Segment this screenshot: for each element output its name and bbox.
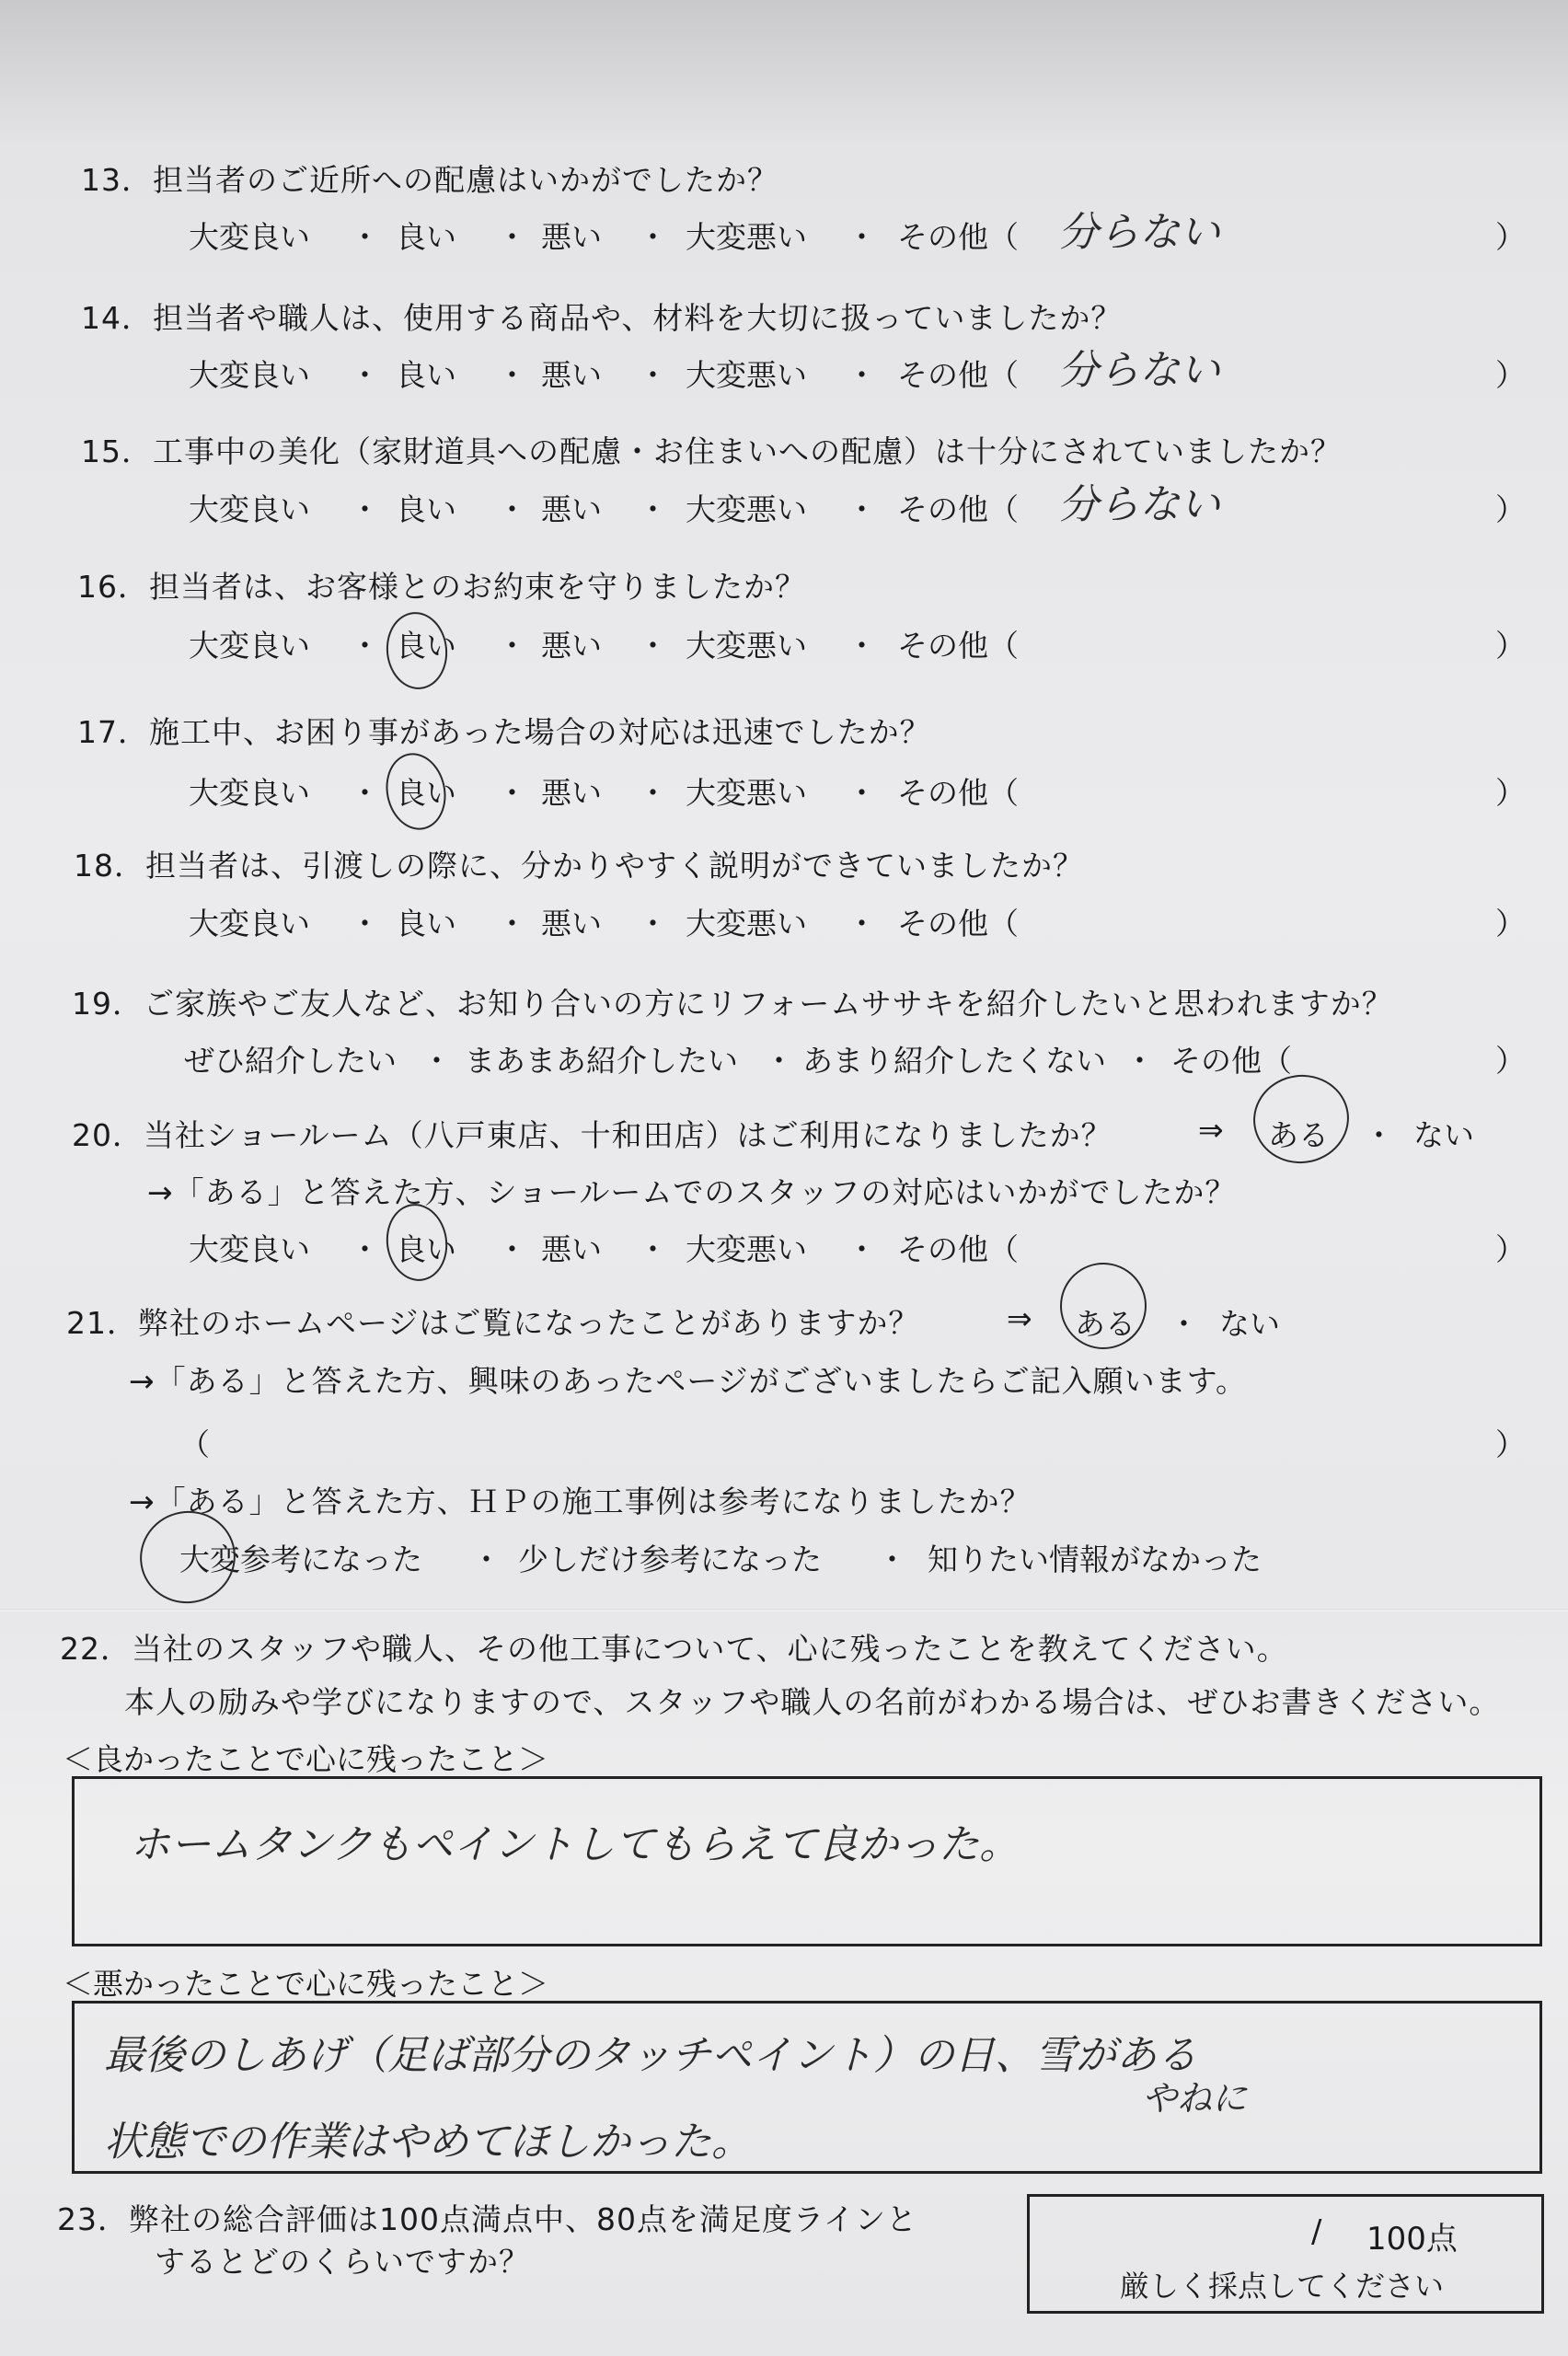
q20-sub-dot: ・ <box>638 1231 668 1267</box>
q22-title <box>60 1625 1288 1669</box>
q15-option-other[interactable]: その他（ <box>897 491 1019 527</box>
q20-sub-option-other[interactable]: その他（ <box>897 1231 1019 1267</box>
arrow: ⇒ <box>1007 1300 1032 1336</box>
q20-sub: →「ある」と答えた方、ショールームでのスタッフの対応はいかがでしたか？ <box>147 1174 1237 1210</box>
q19-num: 19． <box>72 986 144 1022</box>
q21-option-3[interactable]: 知りたい情報がなかった <box>928 1542 1262 1577</box>
q14-num: 14． <box>81 300 153 336</box>
dot: ・ <box>877 1542 907 1577</box>
q19-option-1[interactable]: ぜひ紹介したい <box>184 1043 397 1079</box>
q16-option-good[interactable]: 良い <box>396 628 456 664</box>
q13-options <box>0 209 1568 256</box>
q15-dot: ・ <box>497 491 527 527</box>
q15-close-paren: ） <box>1495 491 1526 527</box>
q17-dot: ・ <box>847 775 877 811</box>
q17-num: 17． <box>77 714 149 750</box>
q20-sub-dot: ・ <box>847 1231 877 1267</box>
q18-dot: ・ <box>497 906 527 941</box>
q14-dot: ・ <box>497 357 527 393</box>
q17-dot: ・ <box>497 775 527 811</box>
arrow: ⇒ <box>1198 1112 1224 1148</box>
q23-num: 23． <box>57 2201 129 2237</box>
q16-num: 16． <box>77 569 149 605</box>
score-box[interactable] <box>1027 2194 1544 2314</box>
q20-text: 当社ショールーム（八戸東店、十和田店）はご利用になりましたか？ <box>144 1117 1113 1153</box>
q16-option-very-bad[interactable]: 大変悪い <box>686 628 807 664</box>
q19-option-4[interactable]: その他（ <box>1170 1043 1292 1079</box>
q13-dot: ・ <box>847 219 877 255</box>
q19-text: ご家族やご友人など、お知り合いの方にリフォームササキを紹介したいと思われますか？ <box>144 986 1393 1022</box>
q21-option-2[interactable]: 少しだけ参考になった <box>518 1542 822 1577</box>
q17-option-very-good[interactable]: 大変良い <box>189 775 310 811</box>
q13-dot: ・ <box>497 219 527 255</box>
q15-option-very-bad[interactable]: 大変悪い <box>686 491 807 527</box>
q18-option-bad[interactable]: 悪い <box>541 906 602 941</box>
q16-dot: ・ <box>350 628 380 664</box>
q16-dot: ・ <box>847 628 877 664</box>
q14-text: 担当者や職人は、使用する商品や、材料を大切に扱っていましたか？ <box>153 300 1123 336</box>
q14-option-very-good[interactable]: 大変良い <box>189 357 310 393</box>
q16-text: 担当者は、お客様とのお約束を守りましたか？ <box>149 569 806 605</box>
q20-sub-good-circle-mark <box>381 1200 452 1285</box>
q15-option-good[interactable]: 良い <box>396 491 456 527</box>
q15-dot: ・ <box>847 491 877 527</box>
bad-comment-line2: 状態での作業はやめてほしかった。 <box>104 2119 752 2165</box>
q21-option-1[interactable]: 大変参考になった <box>179 1542 422 1577</box>
q16-option-bad[interactable]: 悪い <box>541 628 602 664</box>
q20-options <box>0 1226 1568 1267</box>
q15-other-text: 分らない <box>1058 481 1220 528</box>
q17-option-bad[interactable]: 悪い <box>541 775 602 811</box>
q13-option-very-bad[interactable]: 大変悪い <box>686 219 807 255</box>
q23-text: 弊社の総合評価は100点満点中、80点を満足度ラインと <box>129 2201 917 2237</box>
q14-dot: ・ <box>638 357 668 393</box>
q15-option-very-good[interactable]: 大変良い <box>189 491 310 527</box>
score-max: 100点 <box>1366 2221 1458 2258</box>
q15-option-bad[interactable]: 悪い <box>541 491 602 527</box>
q15-dot: ・ <box>350 491 380 527</box>
q19-title <box>72 980 1393 1023</box>
q21-yes[interactable]: ある <box>1075 1306 1136 1342</box>
good-comment-box[interactable] <box>72 1776 1542 1946</box>
q20-yes-circle-mark <box>1248 1068 1355 1170</box>
q17-dot: ・ <box>638 775 668 811</box>
q17-options <box>0 769 1568 811</box>
q18-title <box>74 842 1084 885</box>
q21-num: 21． <box>66 1305 138 1341</box>
q14-option-other[interactable]: その他（ <box>897 357 1019 393</box>
q15-dot: ・ <box>638 491 668 527</box>
q16-title <box>77 563 806 606</box>
bad-comment-box[interactable] <box>72 2001 1542 2174</box>
q20-sub-option-very-good[interactable]: 大変良い <box>189 1231 310 1267</box>
q15-text: 工事中の美化（家財道具への配慮・お住まいへの配慮）は十分にされていましたか？ <box>153 433 1342 469</box>
q17-option-other[interactable]: その他（ <box>897 775 1019 811</box>
q21-no[interactable]: ない <box>1219 1306 1280 1342</box>
q15-options <box>0 481 1568 528</box>
q13-close-paren: ） <box>1495 219 1526 255</box>
q22-num: 22． <box>60 1631 132 1667</box>
q18-close-paren: ） <box>1495 906 1526 941</box>
paper-fold <box>0 1609 1568 1611</box>
q14-other-text: 分らない <box>1058 347 1220 394</box>
q20-sub-option-good[interactable]: 良い <box>396 1231 456 1267</box>
q14-dot: ・ <box>847 357 877 393</box>
q18-dot: ・ <box>638 906 668 941</box>
q15-title <box>81 428 1342 471</box>
q17-option-good[interactable]: 良い <box>396 775 456 811</box>
q16-close-paren: ） <box>1495 628 1526 664</box>
q13-option-bad[interactable]: 悪い <box>541 219 602 255</box>
q13-dot: ・ <box>638 219 668 255</box>
q23-title <box>57 2196 917 2239</box>
q18-dot: ・ <box>847 906 877 941</box>
q14-option-bad[interactable]: 悪い <box>541 357 602 393</box>
q21-sub2: →「ある」と答えた方、ＨＰの施工事例は参考になりましたか？ <box>129 1484 1032 1519</box>
q18-text: 担当者は、引渡しの際に、分かりやすく説明ができていましたか？ <box>145 848 1084 884</box>
q19-option-3[interactable]: あまり紹介したくない <box>802 1043 1106 1079</box>
q18-option-good[interactable]: 良い <box>396 906 456 941</box>
q16-option-other[interactable]: その他（ <box>897 628 1019 664</box>
q22-text2: 本人の励みや学びになりますので、スタッフや職人の名前がわかる場合は、ぜひお書きください。 <box>124 1684 1501 1720</box>
q14-dot: ・ <box>350 357 380 393</box>
dot: ・ <box>421 1043 452 1079</box>
close-paren: ） <box>1495 1043 1526 1079</box>
q14-option-very-bad[interactable]: 大変悪い <box>686 357 807 393</box>
q13-option-good[interactable]: 良い <box>396 219 456 255</box>
q13-num: 13． <box>81 162 153 198</box>
q21-sub1: →「ある」と答えた方、興味のあったページがございましたらご記入願います。 <box>129 1363 1248 1399</box>
good-comment-text: ホームタンクもペイントしてもらえて良かった。 <box>130 1821 1020 1868</box>
q22-text: 当社のスタッフや職人、その他工事について、心に残ったことを教えてください。 <box>132 1631 1288 1667</box>
dot: ・ <box>1169 1306 1199 1342</box>
q17-title <box>77 709 931 752</box>
q20-sub-dot: ・ <box>350 1231 380 1267</box>
q20-yes[interactable]: ある <box>1268 1117 1329 1153</box>
q18-option-very-good[interactable]: 大変良い <box>189 906 310 941</box>
q19-options <box>0 1037 1568 1079</box>
q16-dot: ・ <box>497 628 527 664</box>
q21-yes-circle-mark <box>1054 1256 1154 1357</box>
q18-dot: ・ <box>350 906 380 941</box>
q17-text: 施工中、お困り事があった場合の対応は迅速でしたか？ <box>149 714 931 750</box>
q14-close-paren: ） <box>1495 357 1526 393</box>
bad-comment-line1: 最後のしあげ（足ば部分のタッチペイント）の日、雪がある <box>104 2032 1197 2079</box>
q21-free-answer <box>0 1421 1568 1462</box>
q18-options <box>0 900 1568 941</box>
q16-option-very-good[interactable]: 大変良い <box>189 628 310 664</box>
q16-dot: ・ <box>638 628 668 664</box>
q13-dot: ・ <box>350 219 380 255</box>
q13-text: 担当者のご近所への配慮はいかがでしたか？ <box>153 162 778 198</box>
open-paren: （ <box>179 1426 210 1462</box>
q15-num: 15． <box>81 433 153 469</box>
q16-options <box>0 622 1568 664</box>
q14-option-good[interactable]: 良い <box>396 357 456 393</box>
q14-title <box>81 294 1122 338</box>
q17-dot: ・ <box>350 775 380 811</box>
q13-title <box>81 156 778 200</box>
q17-option-very-bad[interactable]: 大変悪い <box>686 775 807 811</box>
q20-sub-option-very-bad[interactable]: 大変悪い <box>686 1231 807 1267</box>
q14-options <box>0 347 1568 394</box>
q19-option-2[interactable]: まあまあ紹介したい <box>465 1043 738 1079</box>
q18-option-very-bad[interactable]: 大変悪い <box>686 906 807 941</box>
score-slash: / <box>1311 2213 1322 2250</box>
q20-num: 20． <box>72 1117 144 1153</box>
dot: ・ <box>764 1043 794 1079</box>
dot: ・ <box>1364 1117 1394 1153</box>
q13-other-text: 分らない <box>1058 209 1220 256</box>
q17-close-paren: ） <box>1495 775 1526 811</box>
q23-text2: するとどのくらいですか？ <box>155 2244 530 2280</box>
dot: ・ <box>1124 1043 1155 1079</box>
bad-comment-insert: やねに <box>1142 2078 1248 2119</box>
q21-text: 弊社のホームページはご覧になったことがありますか？ <box>138 1305 920 1341</box>
q17-good-circle-mark <box>379 747 453 835</box>
q20-sub-dot: ・ <box>497 1231 527 1267</box>
q18-option-other[interactable]: その他（ <box>897 906 1019 941</box>
q13-option-very-good[interactable]: 大変良い <box>189 219 310 255</box>
score-note: 厳しく採点してください <box>1120 2269 1445 2304</box>
good-label: ＜良かったことで心に残ったこと＞ <box>63 1741 548 1777</box>
q18-num: 18． <box>74 848 145 884</box>
q20-no[interactable]: ない <box>1413 1117 1474 1153</box>
close-paren: ） <box>1495 1426 1526 1462</box>
q20-sub-option-bad[interactable]: 悪い <box>541 1231 602 1267</box>
q20-sub-close-paren: ） <box>1495 1231 1526 1267</box>
dot: ・ <box>471 1542 502 1577</box>
q13-option-other[interactable]: その他（ <box>897 219 1019 255</box>
bad-label: ＜悪かったことで心に残ったこと＞ <box>63 1966 548 2002</box>
q21-yesno <box>0 1300 1568 1342</box>
